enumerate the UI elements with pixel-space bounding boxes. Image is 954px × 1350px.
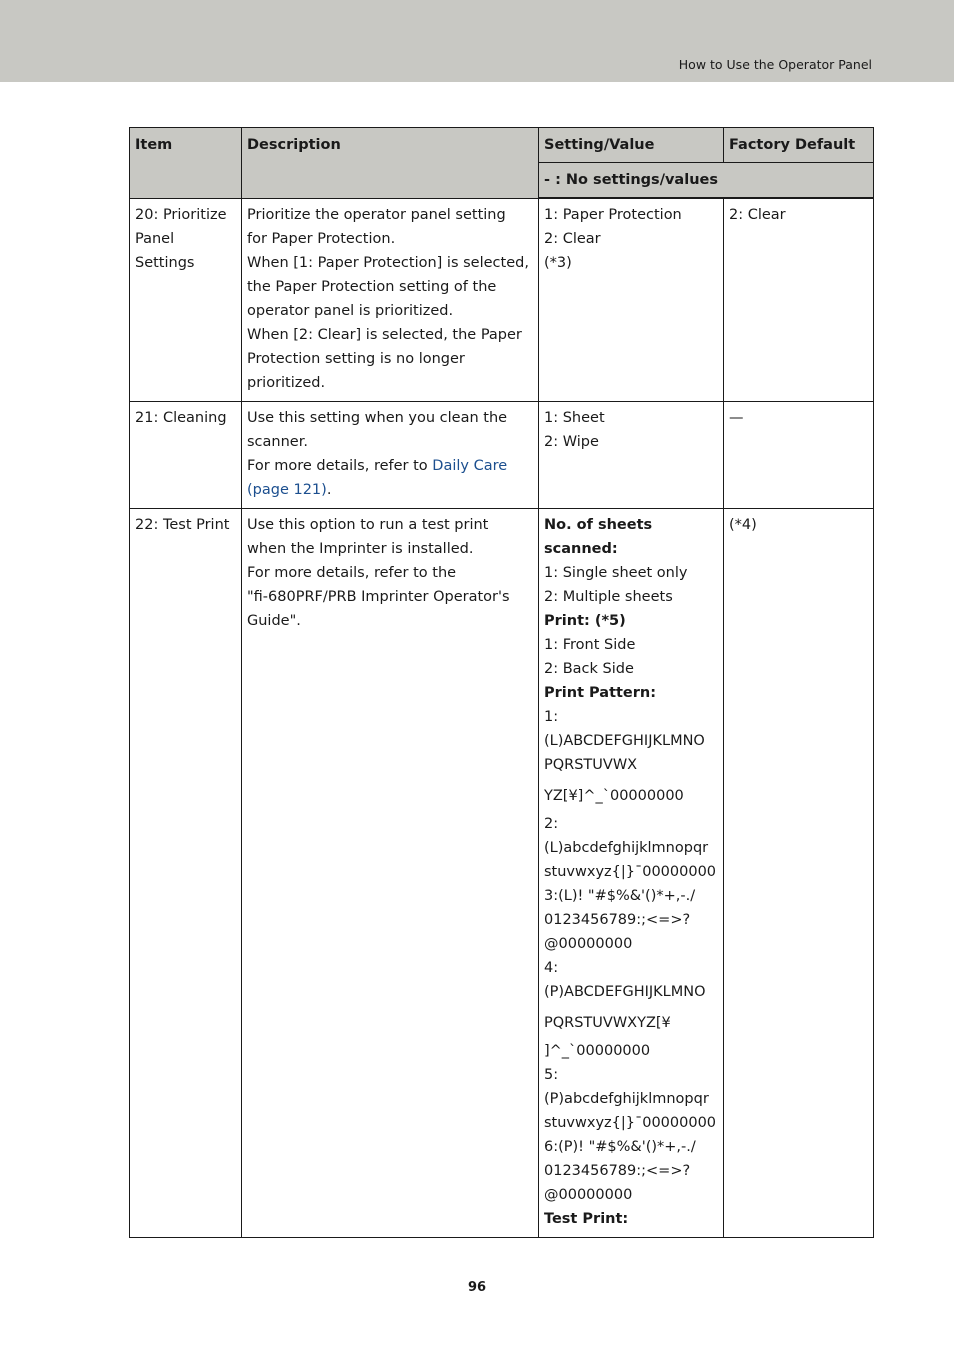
- setting-line: ]^_`00000000: [544, 1042, 651, 1059]
- column-header-description: Description: [242, 128, 539, 199]
- description-line: "fi-680PRF/PRB Imprinter Operator's: [247, 588, 510, 605]
- setting-line: (P)abcdefghijklmnopqr: [544, 1090, 709, 1107]
- setting-heading: Test Print:: [544, 1210, 629, 1227]
- setting-line: 0123456789:;<=>?: [544, 911, 691, 928]
- setting-line: (P)ABCDEFGHIJKLMNO: [544, 983, 706, 1000]
- column-header-setting: Setting/Value: [539, 128, 724, 163]
- setting-line: stuvwxyz{|}¯00000000: [544, 1114, 717, 1131]
- description-line: Prioritize the operator panel setting: [247, 206, 506, 223]
- description-line: when the Imprinter is installed.: [247, 540, 474, 557]
- description-line: prioritized.: [247, 374, 326, 391]
- item-line: Settings: [135, 254, 195, 271]
- description-line: the Paper Protection setting of the: [247, 278, 497, 295]
- setting-line: YZ[¥]^_`00000000: [544, 787, 684, 804]
- description-line: When [1: Paper Protection] is selected,: [247, 254, 529, 271]
- setting-line: (L)abcdefghijklmnopqr: [544, 839, 709, 856]
- column-header-default: Factory Default: [724, 128, 874, 163]
- setting-line: 6:(P)! "#$%&'()*+,-./: [544, 1138, 696, 1155]
- cell-setting: [539, 508, 724, 1237]
- cell-description: [242, 198, 539, 401]
- setting-line: (L)ABCDEFGHIJKLMNO: [544, 732, 705, 749]
- description-line: For more details, refer to the: [247, 564, 457, 581]
- item-line: 22: Test Print: [135, 516, 230, 533]
- setting-line: 2: Multiple sheets: [544, 588, 673, 605]
- cell-default: [724, 198, 874, 401]
- setting-line: 2: Back Side: [544, 660, 634, 677]
- setting-line: (*3): [544, 255, 572, 271]
- header-title: How to Use the Operator Panel: [678, 57, 872, 72]
- cell-setting: [539, 401, 724, 508]
- column-header-item: Item: [130, 128, 242, 199]
- default-value: (*4): [729, 516, 757, 533]
- setting-line: 2: Clear: [544, 231, 601, 247]
- settings-table: [129, 127, 874, 1238]
- setting-heading: Print: (*5): [544, 612, 626, 629]
- setting-line: 2:: [544, 815, 559, 832]
- daily-care-link[interactable]: Daily Care: [432, 457, 508, 474]
- table-row: [130, 198, 874, 401]
- item-line: 20: Prioritize: [135, 206, 227, 223]
- description-line: scanner.: [247, 433, 308, 450]
- setting-line: 1:: [544, 708, 559, 725]
- page-number: 96: [467, 1280, 487, 1295]
- setting-line: 3:(L)! "#$%&'()*+,-./: [544, 887, 696, 904]
- cell-item: [130, 198, 242, 401]
- table-row: [130, 508, 874, 1237]
- cell-description: [242, 508, 539, 1237]
- subheader-no-settings: - : No settings/values: [539, 163, 874, 199]
- link-suffix: .: [326, 481, 332, 498]
- setting-line: 1: Paper Protection: [544, 207, 682, 223]
- cell-default: [724, 401, 874, 508]
- setting-line: PQRSTUVWXYZ[¥: [544, 1014, 671, 1031]
- item-line: 21: Cleaning: [135, 409, 227, 426]
- description-line: Use this setting when you clean the: [247, 409, 508, 426]
- default-value: 2: Clear: [729, 207, 786, 223]
- setting-line: 2: Wipe: [544, 433, 599, 450]
- description-line: When [2: Clear] is selected, the Paper: [247, 326, 522, 343]
- description-text: For more details, refer to: [247, 457, 433, 474]
- description-line: Use this option to run a test print: [247, 516, 489, 533]
- setting-line: 1: Single sheet only: [544, 564, 688, 581]
- table-row: [130, 401, 874, 508]
- setting-line: PQRSTUVWX: [544, 756, 638, 773]
- description-line: [247, 454, 533, 478]
- setting-line: 1: Sheet: [544, 409, 605, 426]
- setting-heading: Print Pattern:: [544, 684, 657, 701]
- setting-line: 5:: [544, 1066, 559, 1083]
- setting-line: @00000000: [544, 935, 633, 952]
- setting-line: stuvwxyz{|}¯00000000: [544, 863, 717, 880]
- description-line: operator panel is prioritized.: [247, 302, 454, 319]
- cell-setting: [539, 198, 724, 401]
- setting-line: 1: Front Side: [544, 636, 636, 653]
- cell-default: [724, 508, 874, 1237]
- description-line: Protection setting is no longer: [247, 350, 465, 367]
- cell-item: [130, 508, 242, 1237]
- item-line: Panel: [135, 230, 175, 247]
- setting-heading: No. of sheets scanned:: [544, 516, 658, 557]
- setting-line: 0123456789:;<=>?: [544, 1162, 691, 1179]
- setting-line: @00000000: [544, 1186, 633, 1203]
- cell-item: [130, 401, 242, 508]
- description-line: Guide".: [247, 612, 301, 629]
- table-header-row: [130, 128, 874, 163]
- default-value: —: [729, 409, 744, 426]
- daily-care-page-link[interactable]: (page 121): [247, 481, 327, 498]
- setting-line: 4:: [544, 959, 559, 976]
- cell-description: [242, 401, 539, 508]
- description-line: [247, 478, 533, 502]
- description-line: for Paper Protection.: [247, 230, 396, 247]
